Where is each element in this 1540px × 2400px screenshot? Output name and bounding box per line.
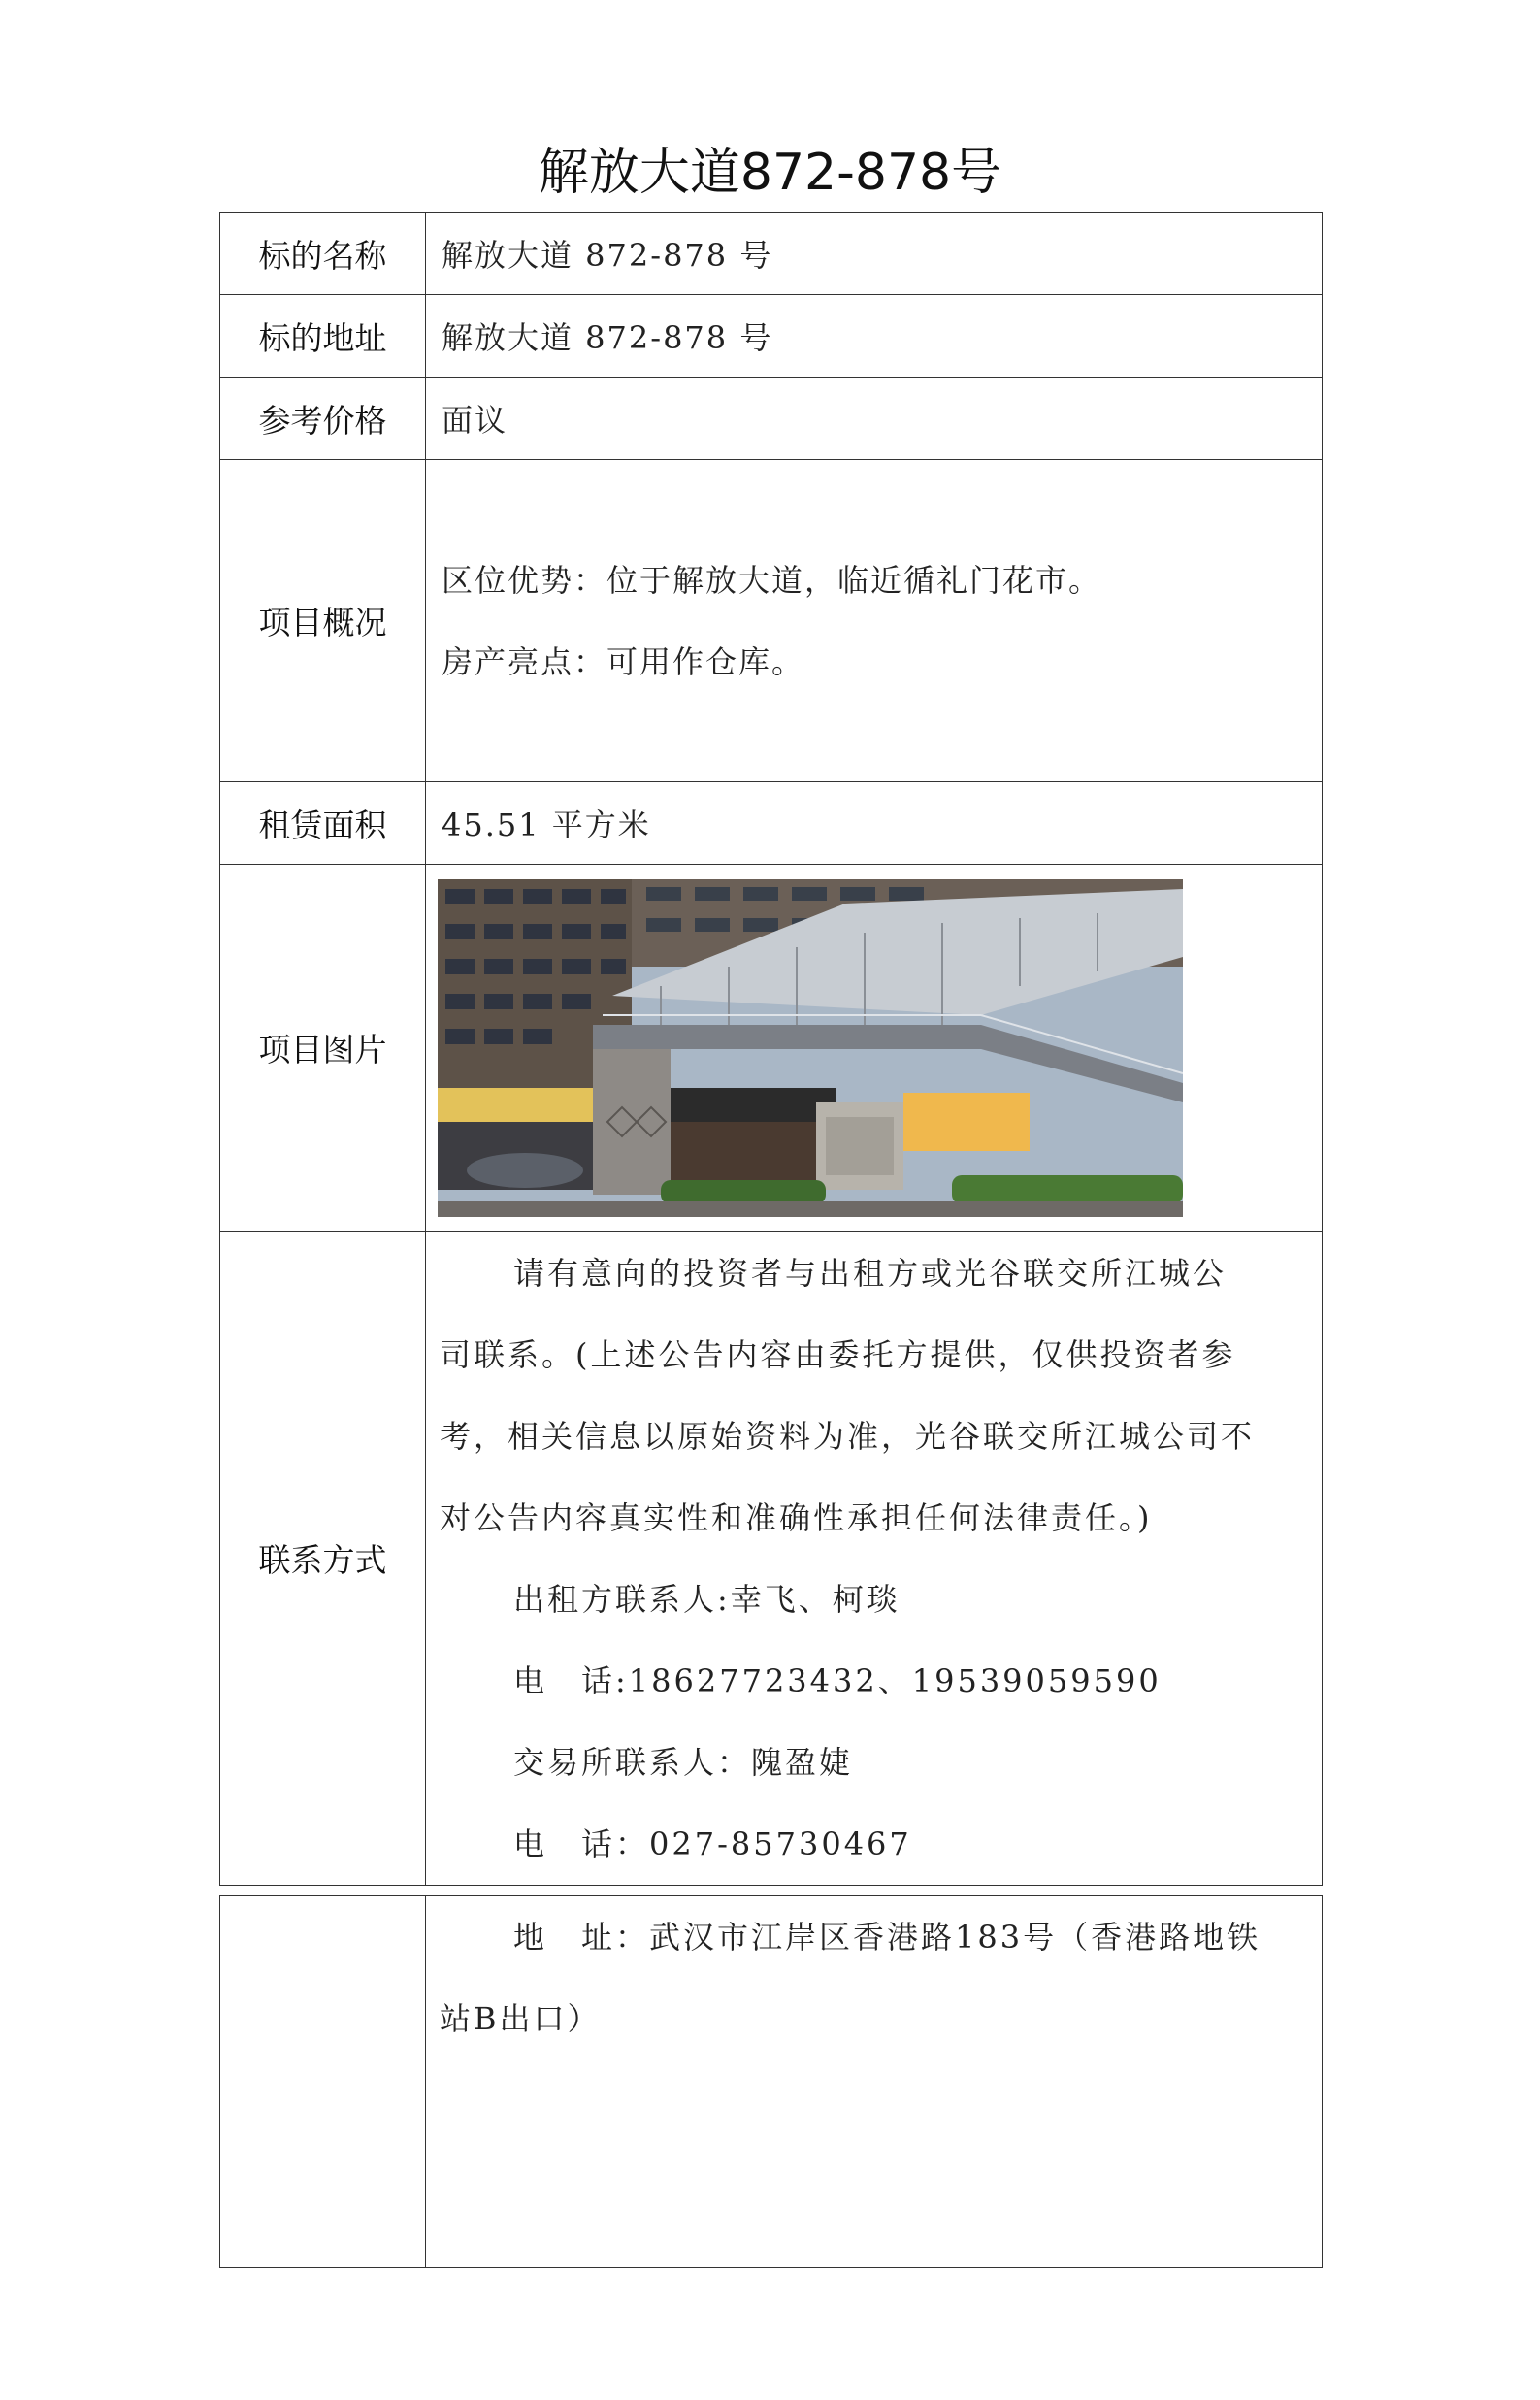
exchange-contact: 交易所联系人：隗盈婕 [513,1743,854,1781]
lessor-contact: 出租方联系人:幸飞、柯琰 [513,1580,901,1618]
row-photo [220,865,1323,1232]
row-address [220,295,1323,378]
notice-line-3: 考，相关信息以原始资料为准，光谷联交所江城公司不 [440,1417,1256,1455]
row-name [220,213,1323,295]
value-name: 解放大道 872-878 号 [426,213,1323,295]
continuation-table [219,1895,1323,2268]
label-name: 标的名称 [220,213,426,295]
row-area [220,782,1323,865]
value-price: 面议 [426,378,1323,460]
value-address: 解放大道 872-878 号 [426,295,1323,378]
row-overview [220,460,1323,782]
label-contact: 联系方式 [220,1232,426,1886]
row-price [220,378,1323,460]
label-address: 标的地址 [220,295,426,378]
value-area: 45.51 平方米 [426,782,1323,865]
property-photo [438,879,1183,1217]
label-area: 租赁面积 [220,782,426,865]
label-empty [220,1896,426,2268]
value-overview [426,460,1323,782]
notice-line-1: 请有意向的投资者与出租方或光谷联交所江城公 [513,1254,1228,1292]
document-title: 解放大道872-878号 [538,144,1002,202]
label-overview: 项目概况 [220,460,426,782]
office-address-line-1: 地 址：武汉市江岸区香港路183号（香港路地铁 [513,1919,1261,1956]
row-contact [220,1232,1323,1886]
overview-location: 区位优势：位于解放大道，临近循礼门花市。 [442,561,1102,599]
listing-table [219,212,1323,1886]
label-photo: 项目图片 [220,865,426,1232]
row-contact-continued [220,1896,1323,2268]
notice-line-4: 对公告内容真实性和准确性承担任何法律责任。) [440,1498,1153,1536]
value-photo [426,865,1323,1232]
overview-highlight: 房产亮点：可用作仓库。 [442,642,805,680]
label-price: 参考价格 [220,378,426,460]
office-address-line-2: 站B出口） [440,2000,602,2037]
value-contact [426,1232,1323,1886]
notice-line-2: 司联系。(上述公告内容由委托方提供，仅供投资者参 [440,1335,1236,1373]
value-address-continued [426,1896,1323,2268]
lessor-phone: 电 话:18627723432、19539059590 [513,1661,1162,1699]
exchange-phone: 电 话：027-85730467 [513,1825,912,1862]
